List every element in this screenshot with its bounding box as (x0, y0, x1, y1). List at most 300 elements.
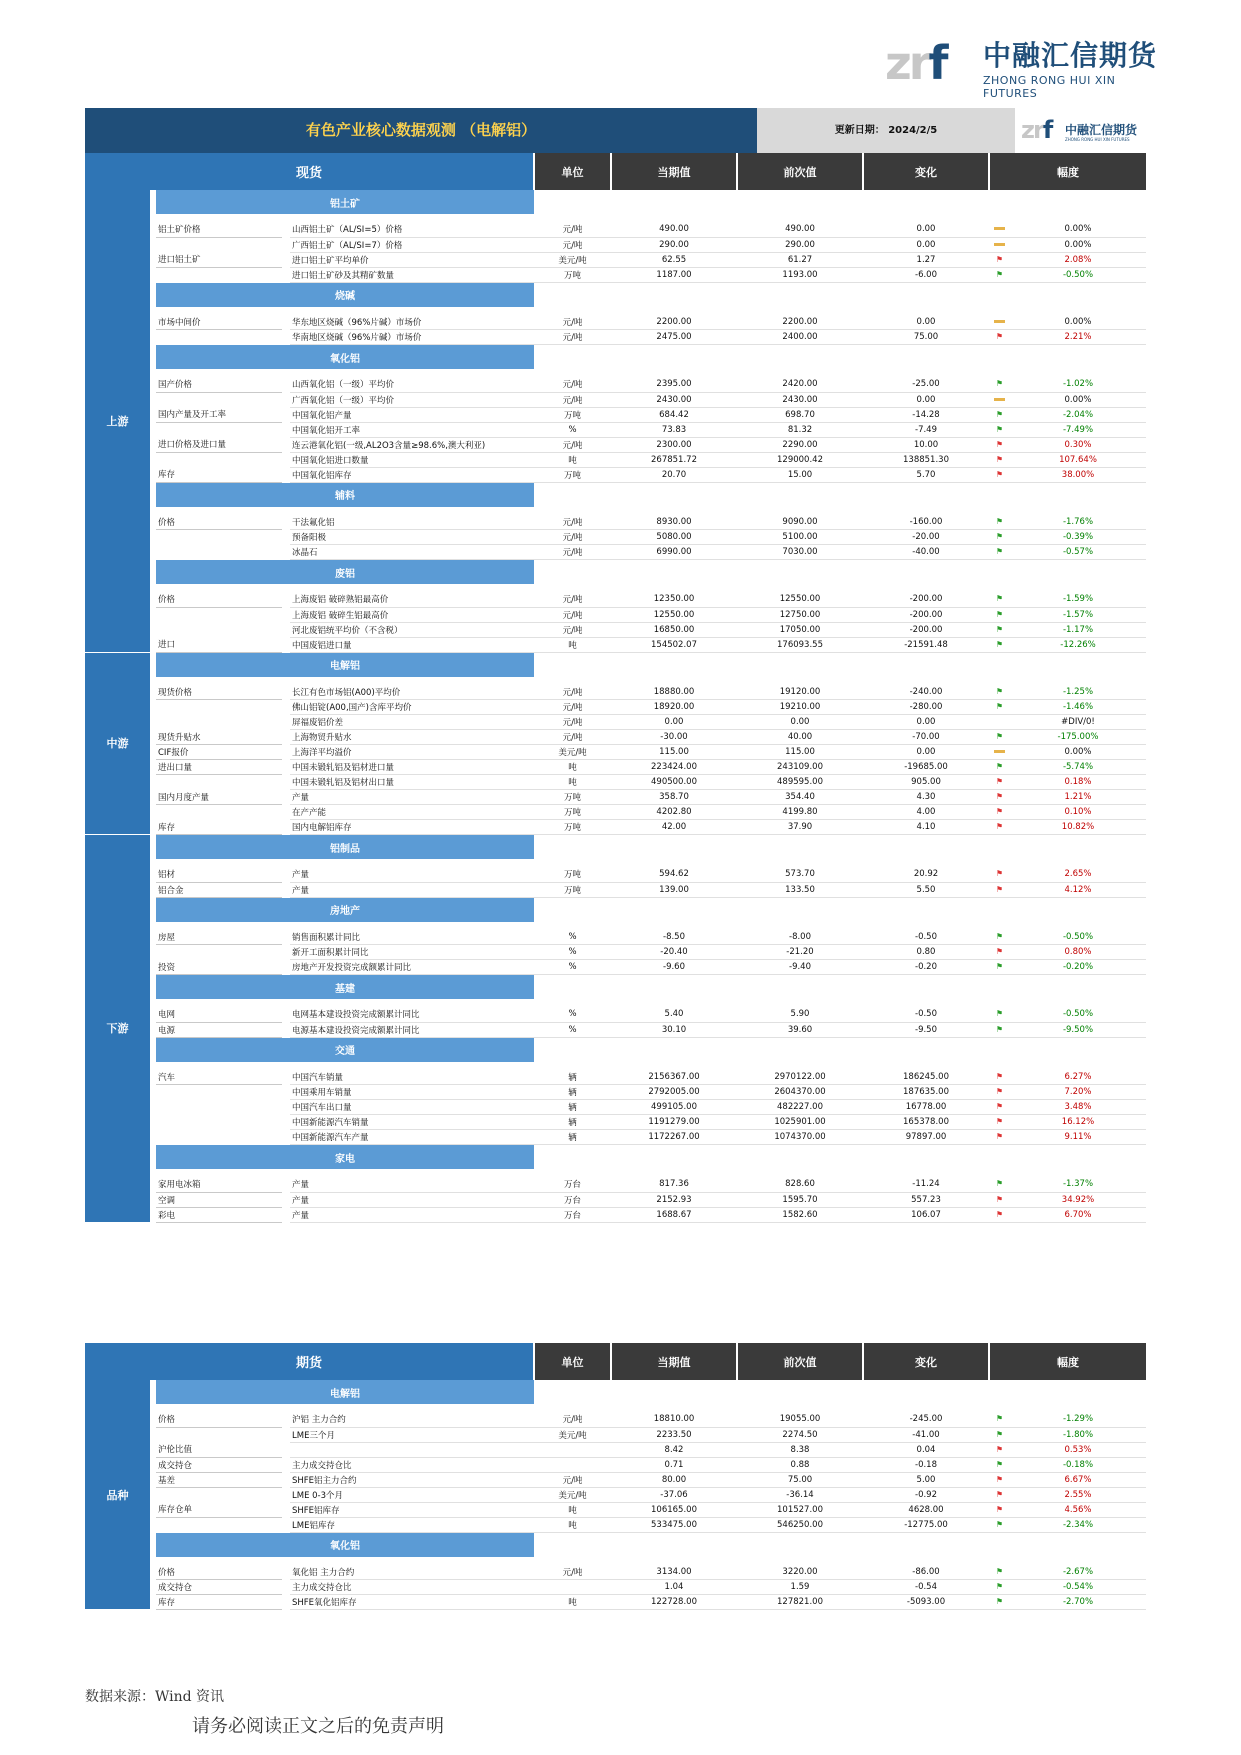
current-value: 6990.00 (611, 545, 737, 560)
subsection-row (85, 975, 1146, 1000)
item-label: 中国氧化铝产量 (290, 407, 534, 422)
change-value: -86.00 (863, 1565, 989, 1580)
item-label: 中国新能源汽车销量 (290, 1115, 534, 1130)
gap-inner (282, 1207, 290, 1222)
company-name-cn: 中融汇信期货 (983, 39, 1158, 72)
filler (534, 897, 1146, 922)
unit-cell: 元/吨 (534, 392, 611, 407)
table-row (85, 407, 1146, 422)
change-value: -14.28 (863, 407, 989, 422)
item-label: 广西铝土矿（AL/SI=7）价格 (290, 237, 534, 252)
current-value: 0.00 (611, 715, 737, 730)
unit-cell: 万吨 (534, 467, 611, 482)
item-label (290, 1442, 534, 1457)
category-label (156, 1130, 282, 1145)
change-value: -5093.00 (863, 1595, 989, 1610)
unit-cell: 吨 (534, 452, 611, 467)
item-label: 产量 (290, 790, 534, 805)
table-row (85, 730, 1146, 745)
update-date: 更新日期： 2024/2/5 (757, 108, 1015, 153)
subsection-title: 电解铝 (156, 1380, 534, 1404)
pct-change: 10.82% (1010, 820, 1146, 835)
trend-flag-icon: ⚑ (989, 1427, 1010, 1442)
column-header-change: 变化 (863, 1343, 989, 1380)
category-label (156, 1085, 282, 1100)
column-header-previous: 前次值 (737, 1343, 863, 1380)
category-label: CIF报价 (156, 745, 282, 760)
gap-inner (282, 467, 290, 482)
page-title: 有色产业核心数据观测 （电解铝） (85, 108, 757, 153)
subsection-row (85, 190, 1146, 214)
category-label: 成交持仓 (156, 1457, 282, 1472)
subsection-title: 房地产 (156, 897, 534, 922)
unit-cell: 元/吨 (534, 1565, 611, 1580)
gap-inner (282, 1007, 290, 1022)
gap-inner (282, 1565, 290, 1580)
current-value: 2200.00 (611, 315, 737, 330)
unit-cell: 美元/吨 (534, 1427, 611, 1442)
gap-inner (282, 422, 290, 437)
pct-change: -0.20% (1010, 960, 1146, 975)
change-value: 0.00 (863, 222, 989, 237)
item-label: 干法氟化铝 (290, 515, 534, 530)
change-value: 20.92 (863, 867, 989, 882)
category-label (156, 700, 282, 715)
table-row (85, 1517, 1146, 1532)
filler (534, 1037, 1146, 1062)
spacer-row (85, 859, 1146, 867)
gap-inner (282, 867, 290, 882)
category-label: 进口 (156, 637, 282, 652)
table-row (85, 392, 1146, 407)
current-value: 223424.00 (611, 760, 737, 775)
current-value: -9.60 (611, 960, 737, 975)
item-label: 连云港氧化铝(一级,AL2O3含量≥98.6%,澳大利亚) (290, 437, 534, 452)
previous-value: 8.38 (737, 1442, 863, 1457)
category-label: 库存仓单 (156, 1502, 282, 1517)
subsection-title: 家电 (156, 1145, 534, 1170)
category-label (156, 622, 282, 637)
table-row (85, 1595, 1146, 1610)
current-value: 62.55 (611, 252, 737, 267)
table-header-row (85, 153, 1146, 190)
previous-value: 573.70 (737, 867, 863, 882)
current-value: 358.70 (611, 790, 737, 805)
item-label: 上海洋平均溢价 (290, 745, 534, 760)
unit-cell: 万吨 (534, 882, 611, 897)
current-value: 4202.80 (611, 805, 737, 820)
item-label: 上海废铝 破碎生铝最高价 (290, 607, 534, 622)
unit-cell: 吨 (534, 1595, 611, 1610)
table-row (85, 1487, 1146, 1502)
change-value: 0.00 (863, 315, 989, 330)
gap-inner (282, 252, 290, 267)
gap-inner (282, 1595, 290, 1610)
item-label: 新开工面积累计同比 (290, 945, 534, 960)
table-row (85, 1007, 1146, 1022)
unit-cell (534, 1580, 611, 1595)
category-label: 彩电 (156, 1207, 282, 1222)
category-label: 投资 (156, 960, 282, 975)
pct-change: 6.67% (1010, 1472, 1146, 1487)
mini-logo-en: ZHONG RONG HUI XIN FUTURES (1065, 137, 1130, 142)
item-label: 产量 (290, 882, 534, 897)
group-label: 中游 (85, 652, 150, 835)
mini-logo-mark: zrf (1021, 116, 1052, 144)
current-value: 2233.50 (611, 1427, 737, 1442)
category-label (156, 715, 282, 730)
subsection-title: 交通 (156, 1037, 534, 1062)
table-row (85, 315, 1146, 330)
pct-change: 107.64% (1010, 452, 1146, 467)
subsection-row (85, 1532, 1146, 1557)
gap-inner (282, 930, 290, 945)
pct-change: -0.18% (1010, 1457, 1146, 1472)
logo-mark: zrf (885, 36, 946, 90)
gap-inner (282, 545, 290, 560)
pct-change: -5.74% (1010, 760, 1146, 775)
previous-value: 354.40 (737, 790, 863, 805)
gap-inner (282, 730, 290, 745)
gap-inner (282, 1412, 290, 1427)
previous-value: 0.88 (737, 1457, 863, 1472)
current-value: 3134.00 (611, 1565, 737, 1580)
spacer-row (85, 307, 1146, 315)
spot-table (85, 153, 1146, 1223)
table-row (85, 330, 1146, 345)
table-row (85, 930, 1146, 945)
previous-value: 1.59 (737, 1580, 863, 1595)
unit-cell: 元/吨 (534, 377, 611, 392)
change-value: -19685.00 (863, 760, 989, 775)
gap-inner (282, 790, 290, 805)
trend-flag-icon: ⚑ (989, 1412, 1010, 1427)
unit-cell: 元/吨 (534, 685, 611, 700)
unit-cell: 元/吨 (534, 222, 611, 237)
current-value: 1172267.00 (611, 1130, 737, 1145)
table-row (85, 867, 1146, 882)
pct-change: 6.27% (1010, 1070, 1146, 1085)
previous-value: 15.00 (737, 467, 863, 482)
previous-value: 19055.00 (737, 1412, 863, 1427)
unit-cell: 吨 (534, 775, 611, 790)
previous-value: 2274.50 (737, 1427, 863, 1442)
item-label: 冰晶石 (290, 545, 534, 560)
unit-cell: 元/吨 (534, 607, 611, 622)
filler (156, 999, 1146, 1007)
previous-value: 12550.00 (737, 592, 863, 607)
item-label: 销售面积累计同比 (290, 930, 534, 945)
current-value: 18880.00 (611, 685, 737, 700)
change-value: 905.00 (863, 775, 989, 790)
unit-cell: 元/吨 (534, 592, 611, 607)
table-row (85, 1100, 1146, 1115)
pct-change: -1.46% (1010, 700, 1146, 715)
change-value: -200.00 (863, 622, 989, 637)
current-value: 122728.00 (611, 1595, 737, 1610)
spacer-row (85, 999, 1146, 1007)
category-label: 铝土矿价格 (156, 222, 282, 237)
trend-flag-icon: ⚑ (989, 960, 1010, 975)
change-value: -0.18 (863, 1457, 989, 1472)
gap-inner (282, 1100, 290, 1115)
change-value: 5.50 (863, 882, 989, 897)
current-value: 1187.00 (611, 267, 737, 282)
trend-flag-icon: ⚑ (989, 867, 1010, 882)
pct-change: -0.57% (1010, 545, 1146, 560)
table-row (85, 377, 1146, 392)
unit-cell: 辆 (534, 1085, 611, 1100)
previous-value: 2200.00 (737, 315, 863, 330)
item-label: 广西氧化铝（一级）平均价 (290, 392, 534, 407)
item-label: 山西氧化铝（一级）平均价 (290, 377, 534, 392)
group-label: 品种 (85, 1380, 150, 1610)
category-label (156, 330, 282, 345)
table-row (85, 1130, 1146, 1145)
change-value: 106.07 (863, 1207, 989, 1222)
current-value: -30.00 (611, 730, 737, 745)
trend-flag-icon: ⚑ (989, 1070, 1010, 1085)
group-label: 上游 (85, 190, 150, 652)
change-value: 5.00 (863, 1472, 989, 1487)
previous-value: 2420.00 (737, 377, 863, 392)
change-value: -11.24 (863, 1177, 989, 1192)
change-value: -21591.48 (863, 637, 989, 652)
pct-change: 16.12% (1010, 1115, 1146, 1130)
company-name-en: ZHONG RONG HUI XIN FUTURES (983, 74, 1116, 100)
previous-value: 290.00 (737, 237, 863, 252)
current-value: 139.00 (611, 882, 737, 897)
trend-flag-icon: ⚑ (989, 1177, 1010, 1192)
previous-value: 546250.00 (737, 1517, 863, 1532)
current-value: 8.42 (611, 1442, 737, 1457)
current-value: 267851.72 (611, 452, 737, 467)
trend-flag-icon: ⚑ (989, 545, 1010, 560)
table-row (85, 790, 1146, 805)
trend-flag-icon (989, 392, 1010, 407)
trend-flag-icon: ⚑ (989, 637, 1010, 652)
current-value: 684.42 (611, 407, 737, 422)
trend-flag-icon: ⚑ (989, 1595, 1010, 1610)
subsection-row (85, 652, 1146, 677)
current-value: 1.04 (611, 1580, 737, 1595)
category-label: 库存 (156, 467, 282, 482)
category-label: 进出口量 (156, 760, 282, 775)
subsection-title: 铝制品 (156, 835, 534, 860)
current-value: 499105.00 (611, 1100, 737, 1115)
trend-flag-icon: ⚑ (989, 1192, 1010, 1207)
pct-change: -0.50% (1010, 267, 1146, 282)
gap-inner (282, 222, 290, 237)
previous-value: 5.90 (737, 1007, 863, 1022)
column-header-current: 当期值 (611, 1343, 737, 1380)
unit-cell: 元/吨 (534, 622, 611, 637)
pct-change: -0.39% (1010, 530, 1146, 545)
section-header: 现货 (85, 153, 534, 190)
unit-cell: 吨 (534, 637, 611, 652)
category-label: 现货价格 (156, 685, 282, 700)
unit-cell: 元/吨 (534, 715, 611, 730)
trend-flag-icon: ⚑ (989, 267, 1010, 282)
previous-value: 2400.00 (737, 330, 863, 345)
mini-logo (1015, 108, 1146, 153)
item-label: 氧化铝 主力合约 (290, 1565, 534, 1580)
item-label: 上海废铝 破碎熟铝最高价 (290, 592, 534, 607)
trend-flag-icon: ⚑ (989, 452, 1010, 467)
unit-cell: 元/吨 (534, 730, 611, 745)
table-row (85, 1022, 1146, 1037)
item-label: 中国新能源汽车产量 (290, 1130, 534, 1145)
change-value: 0.00 (863, 745, 989, 760)
category-label: 电网 (156, 1007, 282, 1022)
change-value: 4628.00 (863, 1502, 989, 1517)
item-label: 中国氧化铝库存 (290, 467, 534, 482)
gap-inner (282, 592, 290, 607)
current-value: 18920.00 (611, 700, 737, 715)
table-row (85, 437, 1146, 452)
gap-inner (282, 1517, 290, 1532)
category-label: 国产价格 (156, 377, 282, 392)
change-value: -240.00 (863, 685, 989, 700)
subsection-row (85, 1037, 1146, 1062)
spacer-row (85, 1062, 1146, 1070)
trend-flag-icon: ⚑ (989, 882, 1010, 897)
unit-cell: 元/吨 (534, 437, 611, 452)
item-label: 产量 (290, 1207, 534, 1222)
gap-inner (282, 377, 290, 392)
change-value: -6.00 (863, 267, 989, 282)
current-value: 2430.00 (611, 392, 737, 407)
table-row (85, 1442, 1146, 1457)
trend-flag-icon: ⚑ (989, 805, 1010, 820)
spacer-row (85, 369, 1146, 377)
pct-change: -175.00% (1010, 730, 1146, 745)
current-value: 12350.00 (611, 592, 737, 607)
unit-cell: 元/吨 (534, 1412, 611, 1427)
table-row (85, 715, 1146, 730)
previous-value: 19120.00 (737, 685, 863, 700)
unit-cell: % (534, 945, 611, 960)
trend-flag-icon: ⚑ (989, 622, 1010, 637)
group-label: 下游 (85, 835, 150, 1223)
unit-cell: 吨 (534, 1517, 611, 1532)
previous-value: 39.60 (737, 1022, 863, 1037)
change-value: 186245.00 (863, 1070, 989, 1085)
unit-cell: 元/吨 (534, 545, 611, 560)
trend-flag-icon: ⚑ (989, 1457, 1010, 1472)
current-value: 154502.07 (611, 637, 737, 652)
item-label: 预备阳极 (290, 530, 534, 545)
gap-inner (282, 1427, 290, 1442)
change-value: 0.00 (863, 715, 989, 730)
item-label: 华东地区烧碱（96%片碱）市场价 (290, 315, 534, 330)
subsection-row (85, 1380, 1146, 1404)
category-label: 成交持仓 (156, 1580, 282, 1595)
filler (534, 482, 1146, 507)
table-row (85, 252, 1146, 267)
item-label: 沪铝 主力合约 (290, 1412, 534, 1427)
change-value: 75.00 (863, 330, 989, 345)
unit-cell: 万吨 (534, 267, 611, 282)
spacer-row (85, 584, 1146, 592)
gap-inner (282, 1177, 290, 1192)
current-value: 8930.00 (611, 515, 737, 530)
change-value: -9.50 (863, 1022, 989, 1037)
change-value: -160.00 (863, 515, 989, 530)
table-row (85, 1457, 1146, 1472)
pct-change: 2.65% (1010, 867, 1146, 882)
gap-inner (282, 745, 290, 760)
current-value: 0.71 (611, 1457, 737, 1472)
table-row (85, 960, 1146, 975)
unit-cell: 辆 (534, 1115, 611, 1130)
unit-cell (534, 1442, 611, 1457)
pct-change: 2.55% (1010, 1487, 1146, 1502)
gap-inner (282, 637, 290, 652)
trend-flag-icon: ⚑ (989, 330, 1010, 345)
current-value: 16850.00 (611, 622, 737, 637)
pct-change: -1.76% (1010, 515, 1146, 530)
category-label: 市场中间价 (156, 315, 282, 330)
pct-change: -0.50% (1010, 1007, 1146, 1022)
subsection-row (85, 282, 1146, 307)
category-label: 汽车 (156, 1070, 282, 1085)
pct-change: -2.04% (1010, 407, 1146, 422)
trend-flag-icon: ⚑ (989, 1487, 1010, 1502)
subsection-title: 铝土矿 (156, 190, 534, 214)
item-label: 中国废铝进口量 (290, 637, 534, 652)
table-row (85, 745, 1146, 760)
change-value: -40.00 (863, 545, 989, 560)
pct-change: 0.00% (1010, 315, 1146, 330)
category-label (156, 1100, 282, 1115)
previous-value: 1595.70 (737, 1192, 863, 1207)
trend-flag-icon: ⚑ (989, 1472, 1010, 1487)
subsection-title: 废铝 (156, 560, 534, 585)
category-label (156, 775, 282, 790)
category-label: 价格 (156, 1412, 282, 1427)
previous-value: 0.00 (737, 715, 863, 730)
pct-change: 0.00% (1010, 237, 1146, 252)
unit-cell: % (534, 930, 611, 945)
gap-inner (282, 267, 290, 282)
pct-change: -0.50% (1010, 930, 1146, 945)
filler (534, 345, 1146, 370)
item-label: 产量 (290, 867, 534, 882)
filler (534, 835, 1146, 860)
item-label: 在产产能 (290, 805, 534, 820)
item-label: 中国乘用车销量 (290, 1085, 534, 1100)
pct-change: 3.48% (1010, 1100, 1146, 1115)
unit-cell (534, 1457, 611, 1472)
item-label: LME 0-3个月 (290, 1487, 534, 1502)
trend-flag-icon (989, 715, 1010, 730)
pct-change: 38.00% (1010, 467, 1146, 482)
current-value: 2792005.00 (611, 1085, 737, 1100)
gap-inner (282, 1487, 290, 1502)
trend-flag-icon: ⚑ (989, 775, 1010, 790)
gap-inner (282, 1457, 290, 1472)
gap-inner (282, 1502, 290, 1517)
unit-cell: 吨 (534, 760, 611, 775)
filler (156, 307, 1146, 315)
gap-inner (282, 330, 290, 345)
pct-change: -2.70% (1010, 1595, 1146, 1610)
trend-flag-icon: ⚑ (989, 1022, 1010, 1037)
change-value: -280.00 (863, 700, 989, 715)
filler (156, 1557, 1146, 1565)
pct-change: -1.02% (1010, 377, 1146, 392)
